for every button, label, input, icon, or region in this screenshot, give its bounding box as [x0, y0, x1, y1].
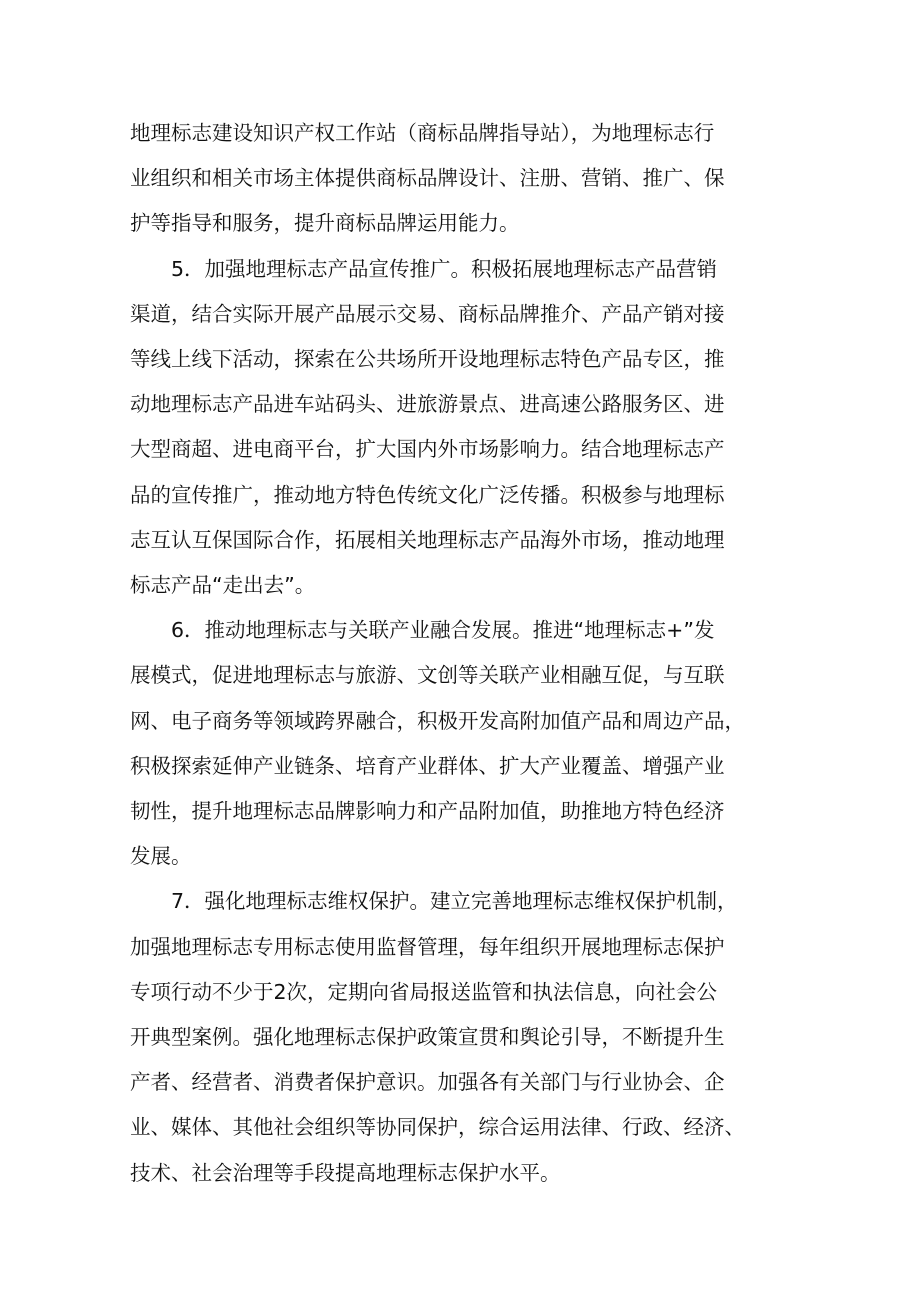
- text-line: 展模式，促进地理标志与旅游、文创等关联产业相融互促，与互联: [130, 663, 725, 688]
- text-line: 地理标志建设知识产权工作站（商标品牌指导站），为地理标志行: [130, 121, 715, 145]
- text-line: 韧性，提升地理标志品牌影响力和产品附加值，助推地方特色经济: [130, 799, 725, 824]
- text-line: 品的宣传推广，推动地方特色传统文化广泛传播。积极参与地理标: [130, 482, 725, 507]
- text-line-first: 5．加强地理标志产品宣传推广。积极拓展地理标志产品营销: [171, 256, 718, 281]
- text-line: 业组织和相关市场主体提供商标品牌设计、注册、营销、推广、保: [130, 166, 725, 191]
- text-line: 等线上线下活动，探索在公共场所开设地理标志特色产品专区，推: [130, 347, 725, 372]
- text-line: 护等指导和服务，提升商标品牌运用能力。: [130, 211, 520, 236]
- text-line: 业、媒体、其他社会组织等协同保护，综合运用法律、行政、经济、: [130, 1115, 745, 1140]
- paragraph-item-6-industry-integration: [130, 608, 800, 879]
- text-line: 积极探索延伸产业链条、培育产业群体、扩大产业覆盖、增强产业: [130, 753, 725, 778]
- paragraph-continued-trademark-guidance: [130, 111, 800, 247]
- text-line-first: 7．强化地理标志维权保护。建立完善地理标志维权保护机制，: [171, 889, 738, 914]
- text-line: 志互认互保国际合作，拓展相关地理标志产品海外市场，推动地理: [130, 527, 725, 552]
- text-line: 渠道，结合实际开展产品展示交易、商标品牌推介、产品产销对接: [130, 301, 725, 326]
- text-line: 专项行动不少于2次，定期向省局报送监管和执法信息，向社会公: [130, 979, 718, 1004]
- text-line: 标志产品“走出去”。: [130, 573, 316, 598]
- document-body: [130, 111, 800, 1196]
- text-line: 技术、社会治理等手段提高地理标志保护水平。: [130, 1160, 561, 1185]
- text-line: 产者、经营者、消费者保护意识。加强各有关部门与行业协会、企: [130, 1070, 725, 1095]
- text-line: 网、电子商务等领域跨界融合，积极开发高附加值产品和周边产品，: [130, 708, 745, 733]
- text-line: 大型商超、进电商平台，扩大国内外市场影响力。结合地理标志产: [130, 437, 725, 462]
- text-line-first: 6．推动地理标志与关联产业融合发展。推进“地理标志+”发: [171, 618, 715, 643]
- text-line: 发展。: [130, 844, 192, 869]
- paragraph-item-7-rights-protection: [130, 879, 800, 1195]
- paragraph-item-5-promotion: [130, 247, 800, 609]
- text-line: 开典型案例。强化地理标志保护政策宣贯和舆论引导，不断提升生: [130, 1025, 725, 1050]
- text-line: 加强地理标志专用标志使用监督管理，每年组织开展地理标志保护: [130, 934, 725, 959]
- text-line: 动地理标志产品进车站码头、进旅游景点、进高速公路服务区、进: [130, 392, 725, 417]
